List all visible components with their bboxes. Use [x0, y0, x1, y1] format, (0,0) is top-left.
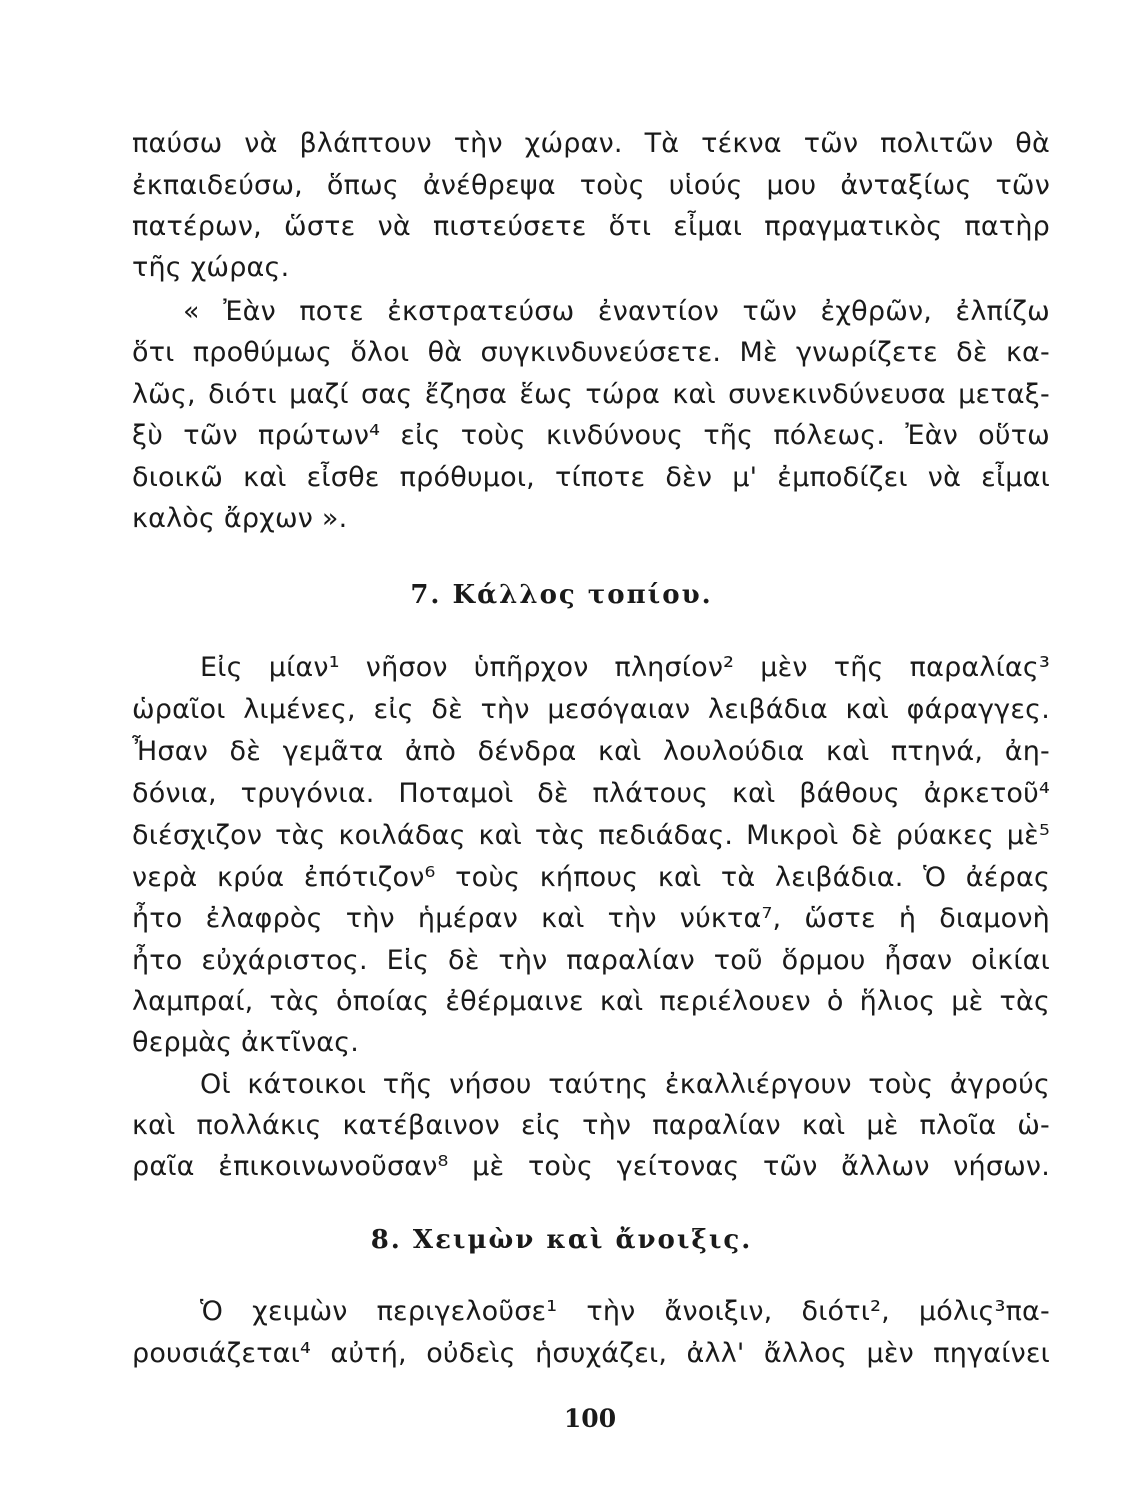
page-number: 100: [563, 1404, 617, 1433]
text-line: « Ἐὰν ποτε ἐκστρατεύσω ἐναντίον τῶν ἐχθρῶν, ἐλπίζω: [183, 296, 1050, 327]
section-heading: 7. Κάλλος τοπίου.: [410, 580, 713, 610]
text-line: Ὁ χειμὼν περιγελοῦσε¹ τὴν ἄνοιξιν, διότι², μόλις³πα-: [200, 1296, 1050, 1327]
text-line: ἦτο ἐλαφρὸς τὴν ἡμέραν καὶ τὴν νύκτα⁷, ὥστε ἡ διαμονὴ: [132, 903, 1050, 934]
text-line: παύσω νὰ βλάπτουν τὴν χώραν. Τὰ τέκνα τῶν πολιτῶν θὰ: [132, 128, 1050, 159]
text-line: Εἰς μίαν¹ νῆσον ὑπῆρχον πλησίον² μὲν τῆς παραλίας³: [200, 652, 1050, 683]
text-line: θερμὰς ἀκτῖνας.: [132, 1027, 360, 1058]
text-line: ρουσιάζεται⁴ αὐτή, οὐδεὶς ἡσυχάζει, ἀλλ' ἄλλος μὲν πηγαίνει: [132, 1338, 1050, 1369]
text-line: ἐκπαιδεύσω, ὅπως ἀνέθρεψα τοὺς υἱούς μου ἀνταξίως τῶν: [132, 170, 1050, 201]
text-line: διοικῶ καὶ εἶσθε πρόθυμοι, τίποτε δὲν μ' ἐμποδίζει νὰ εἶμαι: [132, 462, 1050, 493]
text-line: ξὺ τῶν πρώτων⁴ εἰς τοὺς κινδύνους τῆς πόλεως. Ἐὰν οὕτω: [132, 420, 1050, 451]
text-line: ἦτο εὐχάριστος. Εἰς δὲ τὴν παραλίαν τοῦ ὅρμου ἦσαν οἰκίαι: [132, 945, 1050, 976]
text-line: καὶ πολλάκις κατέβαινον εἰς τὴν παραλίαν καὶ μὲ πλοῖα ὡ-: [132, 1110, 1050, 1141]
text-line: ὅτι προθύμως ὅλοι θὰ συγκινδυνεύσετε. Μὲ γνωρίζετε δὲ κα-: [132, 337, 1050, 368]
text-line: τῆς χώρας.: [132, 252, 290, 283]
section-heading: 8. Χειμὼν καὶ ἄνοιξις.: [370, 1225, 753, 1255]
text-line: καλὸς ἄρχων ».: [132, 503, 348, 534]
text-line: λαμπραί, τὰς ὁποίας ἐθέρμαινε καὶ περιέλουεν ὁ ἥλιος μὲ τὰς: [132, 986, 1050, 1017]
text-line: δόνια, τρυγόνια. Ποταμοὶ δὲ πλάτους καὶ βάθους ἀρκετοῦ⁴: [132, 778, 1050, 809]
text-line: νερὰ κρύα ἐπότιζον⁶ τοὺς κήπους καὶ τὰ λειβάδια. Ὁ ἀέρας: [132, 862, 1050, 893]
text-line: διέσχιζον τὰς κοιλάδας καὶ τὰς πεδιάδας. Μικροὶ δὲ ρύακες μὲ⁵: [132, 820, 1050, 851]
text-line: λῶς, διότι μαζί σας ἔζησα ἕως τώρα καὶ συνεκινδύνευσα μεταξ-: [132, 379, 1050, 410]
text-line: πατέρων, ὥστε νὰ πιστεύσετε ὅτι εἶμαι πραγματικὸς πατὴρ: [132, 211, 1050, 242]
text-line: Οἱ κάτοικοι τῆς νήσου ταύτης ἐκαλλιέργουν τοὺς ἀγρούς: [200, 1069, 1050, 1100]
text-line: Ἦσαν δὲ γεμᾶτα ἀπὸ δένδρα καὶ λουλούδια καὶ πτηνά, ἀη-: [132, 736, 1050, 767]
text-line: ραῖα ἐπικοινωνοῦσαν⁸ μὲ τοὺς γείτονας τῶν ἄλλων νήσων.: [132, 1151, 1050, 1182]
text-line: ὡραῖοι λιμένες, εἰς δὲ τὴν μεσόγαιαν λειβάδια καὶ φάραγγες.: [132, 694, 1050, 725]
